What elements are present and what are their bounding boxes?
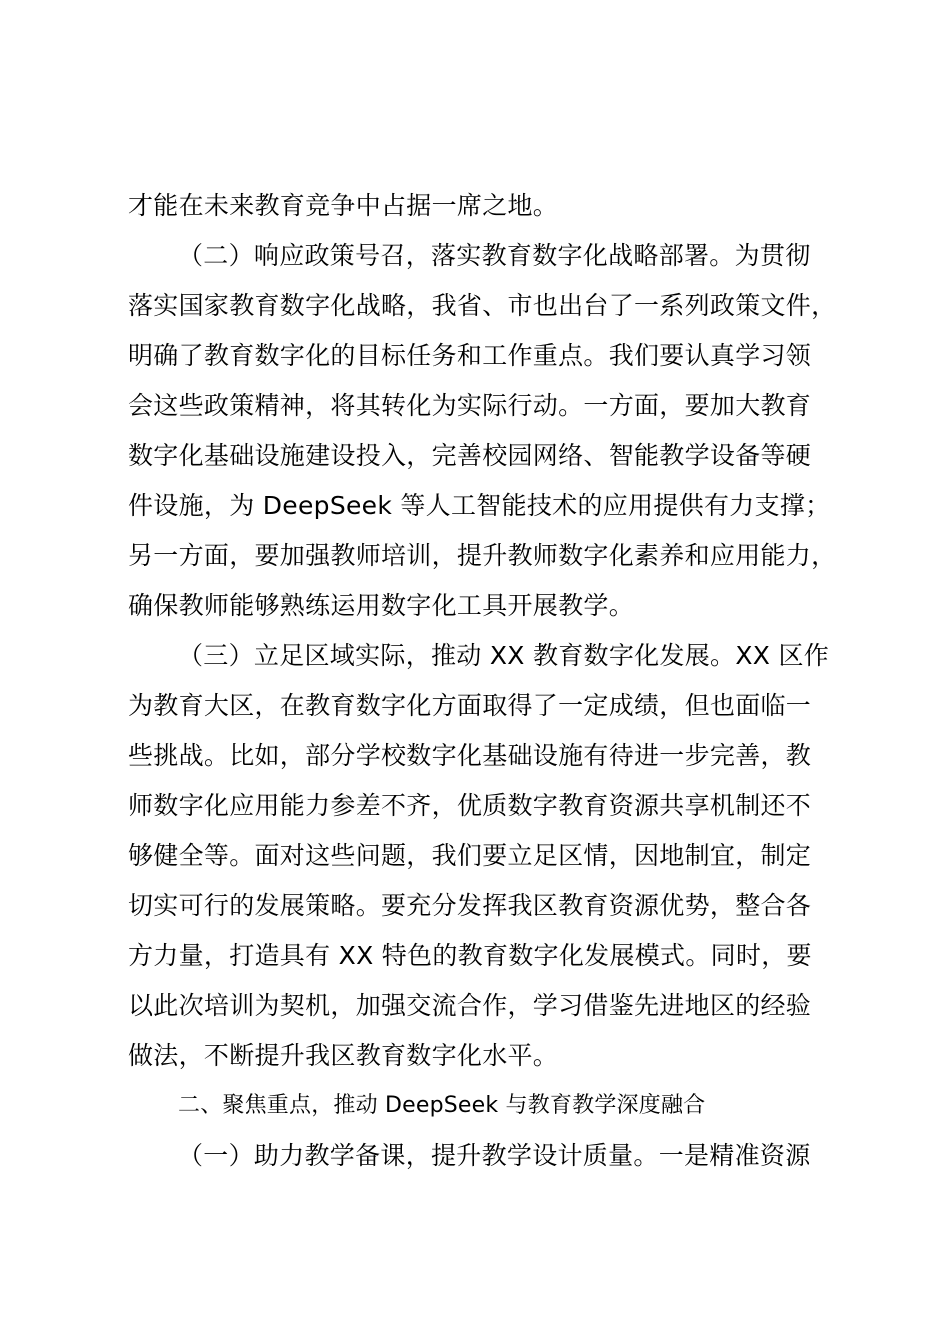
- paragraph-line: 确保教师能够熟练运用数字化工具开展教学。: [128, 591, 635, 620]
- paragraph-line: 些挑战。比如，部分学校数字化基础设施有待进一步完善，教: [128, 741, 812, 770]
- paragraph-line: 会这些政策精神，将其转化为实际行动。一方面，要加大教育: [128, 391, 812, 420]
- paragraph-line: 才能在未来教育竞争中占据一席之地。: [128, 191, 559, 220]
- paragraph-line: 方力量，打造具有 XX 特色的教育数字化发展模式。同时，要: [128, 941, 812, 970]
- paragraph-line: 切实可行的发展策略。要充分发挥我区教育资源优势，整合各: [128, 891, 812, 920]
- document-body: [128, 181, 840, 1181]
- paragraph-line: （三）立足区域实际，推动 XX 教育数字化发展。XX 区作: [178, 641, 830, 670]
- paragraph-line: 以此次培训为契机，加强交流合作，学习借鉴先进地区的经验: [128, 991, 812, 1020]
- paragraph-line: 落实国家教育数字化战略，我省、市也出台了一系列政策文件，: [128, 291, 837, 320]
- paragraph-line: 明确了教育数字化的目标任务和工作重点。我们要认真学习领: [128, 341, 812, 370]
- paragraph-line: 为教育大区，在教育数字化方面取得了一定成绩，但也面临一: [128, 691, 812, 720]
- paragraph-line: 做法，不断提升我区教育数字化水平。: [128, 1041, 559, 1070]
- paragraph-line: 够健全等。面对这些问题，我们要立足区情，因地制宜，制定: [128, 841, 812, 870]
- paragraph-line: （二）响应政策号召，落实教育数字化战略部署。为贯彻: [178, 241, 811, 270]
- paragraph-line: 件设施，为 DeepSeek 等人工智能技术的应用提供有力支撑；: [128, 491, 831, 520]
- paragraph-line: （一）助力教学备课，提升教学设计质量。一是精准资源: [178, 1141, 811, 1170]
- paragraph-line: 师数字化应用能力参差不齐，优质数字教育资源共享机制还不: [128, 791, 812, 820]
- paragraph-line: 数字化基础设施建设投入，完善校园网络、智能教学设备等硬: [128, 441, 812, 470]
- paragraph-line: 另一方面，要加强教师培训，提升教师数字化素养和应用能力，: [128, 541, 837, 570]
- section-heading: 二、聚焦重点，推动 DeepSeek 与教育教学深度融合: [178, 1093, 706, 1118]
